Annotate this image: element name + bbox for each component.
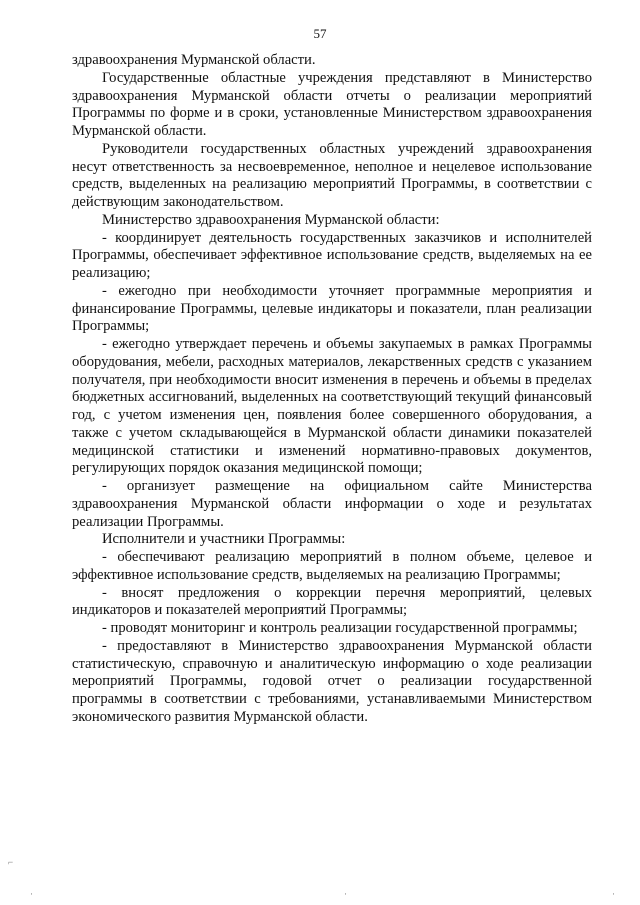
list-item: - организует размещение на официальном сайте Министерства здравоохранения Мурманской области информации о ходе и результатах реализации Программы. (72, 478, 592, 530)
list-item: - ежегодно при необходимости уточняет программные мероприятия и финансирование Программы, целевые индикаторы и показатели, план реализации Программы; (72, 282, 592, 335)
paragraph: здравоохранения Мурманской области. (72, 52, 316, 68)
paragraph: Министерство здравоохранения Мурманской области: (102, 211, 440, 228)
paragraph: Государственные областные учреждения представляют в Министерство здравоохранения Мурманской области отчеты о реализации мероприятий Программы по форме и в сроки, установленные Министерством здравоохранения Мурманской области. (72, 69, 592, 139)
document-body (72, 52, 592, 727)
paragraph: Исполнители и участники Программы: (102, 531, 346, 548)
list-item: - проводят мониторинг и контроль реализации государственной программы; (102, 620, 578, 636)
list-item: - предоставляют в Министерство здравоохранения Мурманской области статистическую, справочную и аналитическую информацию о ходе реализации мероприятий Программы, годовой отчет о реализации государственной программы в соответствии с требованиями, устанавливаемыми Министерством экономического развития Мурманской области. (72, 637, 592, 725)
scan-artifact: · (344, 889, 347, 899)
list-item: - обеспечивают реализацию мероприятий в полном объеме, целевое и эффективное использование средств, выделяемых на реализацию Программы; (72, 549, 592, 583)
list-item: - координирует деятельность государственных заказчиков и исполнителей Программы, обеспечивает эффективное использование средств, выделяемых на ее реализацию; (72, 229, 592, 281)
scan-artifact: · (30, 889, 33, 899)
list-item: - вносят предложения о коррекции перечня мероприятий, целевых индикаторов и показателей мероприятий Программы; (72, 584, 592, 619)
scan-artifact: ⌐ (8, 857, 14, 867)
list-item: - ежегодно утверждает перечень и объемы закупаемых в рамках Программы оборудования, мебели, расходных материалов, лекарственных средств с указанием получателя, при необходимости вносит изменения в перечень и объемы в пределах бюджетных ассигнований, выделенных на соответствующий текущий финансовый год, с учетом изменения цен, появления более совершенного оборудования, а также с учетом складывающейся в Мурманской области динамики показателей медицинской статистики и изменений нормативно-правовых документов, регулирующих порядок оказания медицинской помощи; (72, 336, 592, 477)
paragraph: Руководители государственных областных учреждений здравоохранения несут ответственность за несвоевременное, неполное и нецелевое использование средств, выделенных на реализацию мероприятий Программы, в соответствии с действующим законодательством. (72, 140, 592, 210)
page-number: 57 (313, 26, 327, 41)
scan-artifact: · (612, 889, 615, 899)
